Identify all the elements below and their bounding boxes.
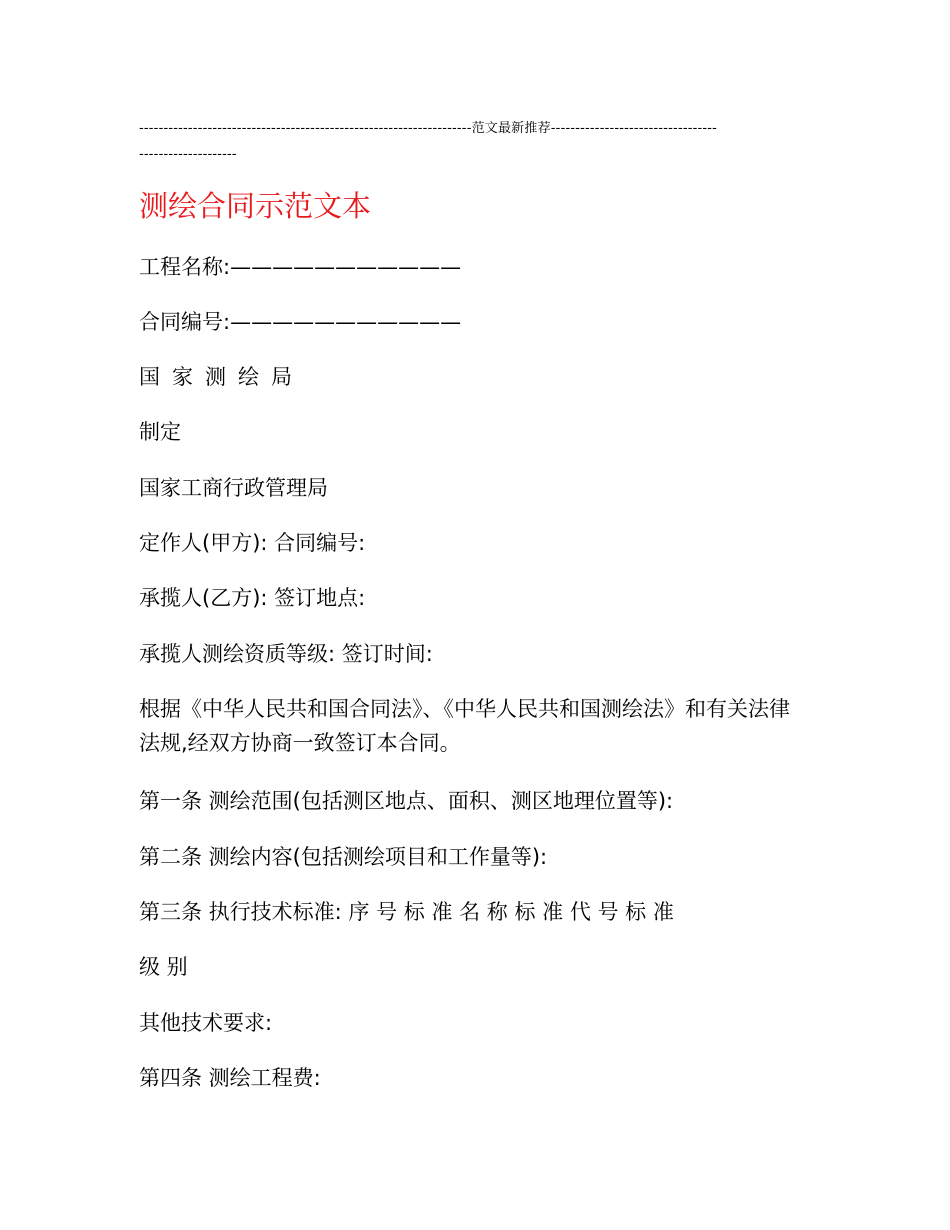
article-2: 第二条 测绘内容(包括测绘项目和工作量等): <box>139 845 548 869</box>
contract-number-line: 合同编号:——————————— <box>139 310 462 334</box>
preamble-paragraph: 根据《中华人民共和国合同法》、《中华人民共和国测绘法》和有关法律法规,经双方协商一致签订本合同。 <box>139 697 790 755</box>
article-1: 第一条 测绘范围(包括测区地点、面积、测区地理位置等): <box>139 789 674 813</box>
article-4: 第四条 测绘工程费: <box>139 1066 321 1090</box>
article-3: 第三条 执行技术标准: 序 号 标 准 名 称 标 准 代 号 标 准 <box>139 900 674 924</box>
article-3-continued: 级 别 <box>139 955 188 979</box>
party-b-line: 承揽人(乙方): 签订地点: <box>139 586 366 610</box>
party-a-line: 定作人(甲方): 合同编号: <box>139 531 366 555</box>
page-header: --------------------------------------------------------------------范文最新推荐------------------------------------------------------ <box>139 121 718 162</box>
qualification-line: 承揽人测绘资质等级: 签订时间: <box>139 642 433 666</box>
document-title: 测绘合同示范文本 <box>139 189 372 223</box>
other-technical-requirements: 其他技术要求: <box>139 1011 273 1035</box>
issuer-industry-commerce-bureau: 国家工商行政管理局 <box>139 476 328 500</box>
project-name-line: 工程名称:——————————— <box>139 255 462 279</box>
issuer-surveying-bureau: 国家测绘局 <box>139 365 304 389</box>
issuer-formulated: 制定 <box>139 420 181 444</box>
